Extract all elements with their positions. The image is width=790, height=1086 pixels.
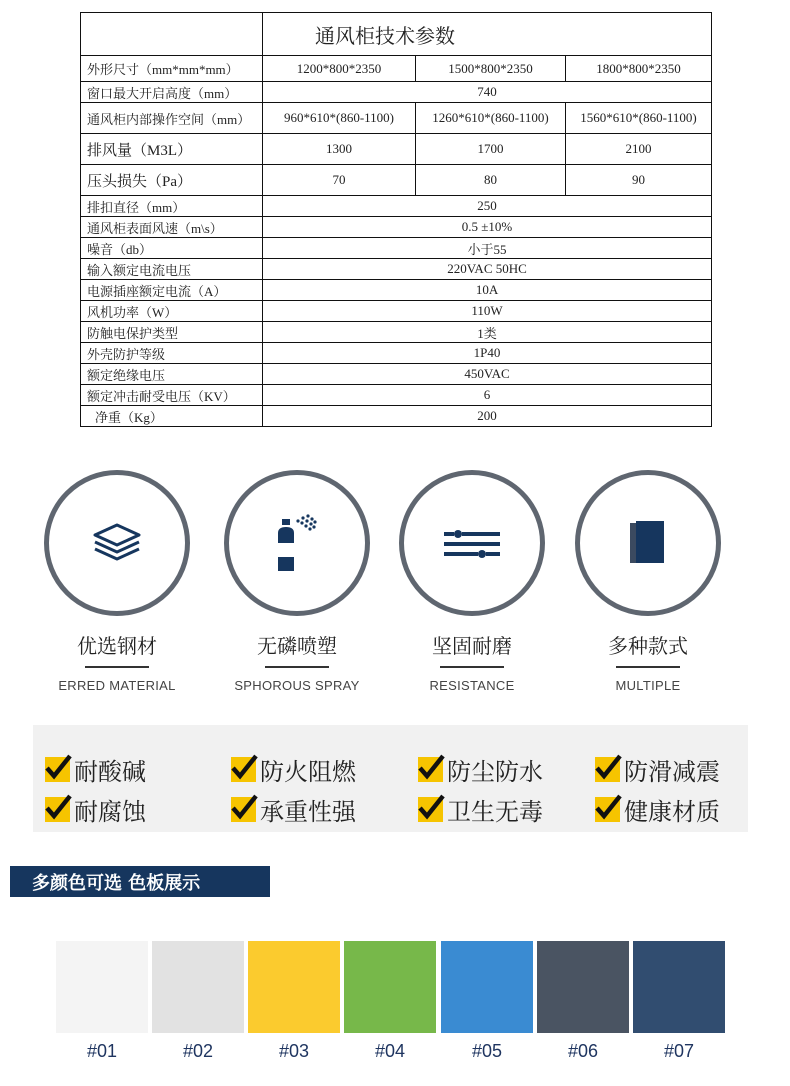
spec-value: 1200*800*2350 xyxy=(263,56,416,82)
check-icon xyxy=(231,797,256,822)
spec-value: 220VAC 50HC xyxy=(263,259,712,280)
property-item xyxy=(418,752,543,787)
property-item xyxy=(231,752,356,787)
swatch-item xyxy=(537,941,629,1062)
table-row xyxy=(81,343,712,364)
swatch-code: #06 xyxy=(567,1041,599,1061)
spec-label: 通风柜内部操作空间（mm） xyxy=(81,103,263,134)
property-label: 耐腐蚀 xyxy=(74,798,146,826)
swatch-item xyxy=(248,941,340,1062)
check-icon xyxy=(595,757,620,782)
swatch-item xyxy=(633,941,725,1062)
spec-value: 1类 xyxy=(263,322,712,343)
swatch-tile xyxy=(633,941,725,1033)
property-label: 防火阻燃 xyxy=(260,758,356,786)
spec-value: 1P40 xyxy=(263,343,712,364)
swatch-code: #05 xyxy=(471,1041,503,1061)
table-row xyxy=(81,165,712,196)
swatch-tile xyxy=(152,941,244,1033)
spec-label: 排风量（M3L） xyxy=(81,134,263,165)
check-icon xyxy=(45,757,70,782)
spec-value: 740 xyxy=(263,82,712,103)
swatch-tile xyxy=(344,941,436,1033)
swatch-item xyxy=(152,941,244,1062)
spec-title: 通风柜技术参数 xyxy=(263,13,712,56)
property-label: 防滑减震 xyxy=(624,758,720,786)
table-row xyxy=(81,280,712,301)
swatch-tile xyxy=(248,941,340,1033)
table-row xyxy=(81,217,712,238)
swatch-item xyxy=(441,941,533,1062)
feature-divider xyxy=(440,666,504,668)
property-label: 耐酸碱 xyxy=(74,758,146,786)
table-row xyxy=(81,238,712,259)
spec-label: 压头损失（Pa） xyxy=(81,165,263,196)
spec-label: 风机功率（W） xyxy=(81,301,263,322)
feature-subtitle: ERRED MATERIAL xyxy=(58,678,176,693)
spec-label: 额定绝缘电压 xyxy=(81,364,263,385)
check-icon xyxy=(418,797,443,822)
table-row xyxy=(81,56,712,82)
feature-title: 多种款式 xyxy=(608,634,688,658)
check-icon xyxy=(231,757,256,782)
table-row xyxy=(81,385,712,406)
spec-label: 外壳防护等级 xyxy=(81,343,263,364)
feature-circle xyxy=(44,470,190,616)
feature-divider xyxy=(616,666,680,668)
check-icon xyxy=(418,757,443,782)
spec-label: 电源插座额定电流（A） xyxy=(81,280,263,301)
spec-value: 200 xyxy=(263,406,712,427)
check-icon xyxy=(45,797,70,822)
table-row xyxy=(81,406,712,427)
spec-label: 防触电保护类型 xyxy=(81,322,263,343)
property-box xyxy=(33,725,748,832)
spec-value: 90 xyxy=(566,165,712,196)
feature-subtitle: RESISTANCE xyxy=(429,678,515,693)
feature-circle xyxy=(399,470,545,616)
property-item xyxy=(231,792,356,827)
cards-icon xyxy=(628,519,668,567)
property-item xyxy=(45,752,146,787)
swatch-code: #03 xyxy=(278,1041,310,1061)
feature-item xyxy=(392,470,552,693)
feature-title: 优选钢材 xyxy=(77,634,157,658)
feature-divider xyxy=(265,666,329,668)
spec-value: 6 xyxy=(263,385,712,406)
table-row xyxy=(81,301,712,322)
feature-title: 无磷喷塑 xyxy=(257,634,337,658)
spec-value: 1260*610*(860-1100) xyxy=(416,103,566,134)
swatch-tile xyxy=(441,941,533,1033)
spec-value: 1560*610*(860-1100) xyxy=(566,103,712,134)
spec-value: 250 xyxy=(263,196,712,217)
table-row xyxy=(81,322,712,343)
spec-value: 1300 xyxy=(263,134,416,165)
property-item xyxy=(45,792,146,827)
feature-title: 坚固耐磨 xyxy=(432,634,512,658)
feature-item xyxy=(37,470,197,693)
feature-subtitle: MULTIPLE xyxy=(615,678,681,693)
spec-label: 排扣直径（mm） xyxy=(81,196,263,217)
table-row xyxy=(81,364,712,385)
swatch-code: #04 xyxy=(374,1041,406,1061)
spec-value: 1700 xyxy=(416,134,566,165)
check-icon xyxy=(595,797,620,822)
spec-value: 1800*800*2350 xyxy=(566,56,712,82)
swatch-list xyxy=(56,941,726,1071)
table-row xyxy=(81,82,712,103)
spray-can-icon xyxy=(274,511,320,575)
spec-label: 通风柜表面风速（m\s） xyxy=(81,217,263,238)
swatch-code: #01 xyxy=(86,1041,118,1061)
table-row xyxy=(81,134,712,165)
spec-label: 外形尺寸（mm*mm*mm） xyxy=(81,56,263,82)
spec-value: 110W xyxy=(263,301,712,322)
swatch-tile xyxy=(56,941,148,1033)
property-item xyxy=(418,792,543,827)
spec-value: 2100 xyxy=(566,134,712,165)
property-item xyxy=(595,792,720,827)
spec-table xyxy=(80,12,712,427)
spec-value: 0.5 ±10% xyxy=(263,217,712,238)
property-label: 健康材质 xyxy=(624,798,720,826)
property-item xyxy=(595,752,720,787)
spec-value: 1500*800*2350 xyxy=(416,56,566,82)
feature-subtitle: SPHOROUS SPRAY xyxy=(234,678,360,693)
property-label: 防尘防水 xyxy=(447,758,543,786)
sliders-icon xyxy=(442,526,502,560)
spec-value: 450VAC xyxy=(263,364,712,385)
spec-corner-cell xyxy=(81,13,263,56)
spec-value: 小于55 xyxy=(263,238,712,259)
swatch-code: #07 xyxy=(663,1041,695,1061)
swatch-item xyxy=(344,941,436,1062)
table-row xyxy=(81,196,712,217)
spec-label: 输入额定电流电压 xyxy=(81,259,263,280)
swatch-item xyxy=(56,941,148,1062)
spec-title-row xyxy=(81,13,712,56)
feature-circle xyxy=(575,470,721,616)
swatch-code: #02 xyxy=(182,1041,214,1061)
property-label: 承重性强 xyxy=(260,798,356,826)
spec-label: 窗口最大开启高度（mm） xyxy=(81,82,263,103)
feature-circle xyxy=(224,470,370,616)
feature-list xyxy=(40,470,750,700)
spec-label: 额定冲击耐受电压（KV） xyxy=(81,385,263,406)
property-label: 卫生无毒 xyxy=(447,798,543,826)
spec-label: 净重（Kg） xyxy=(81,406,263,427)
color-banner: 多颜色可选 色板展示 xyxy=(10,866,270,897)
layers-icon xyxy=(89,521,145,565)
spec-value: 80 xyxy=(416,165,566,196)
swatch-tile xyxy=(537,941,629,1033)
spec-label: 噪音（db） xyxy=(81,238,263,259)
spec-value: 10A xyxy=(263,280,712,301)
feature-divider xyxy=(85,666,149,668)
feature-item xyxy=(217,470,377,693)
feature-item xyxy=(568,470,728,693)
table-row xyxy=(81,259,712,280)
spec-value: 960*610*(860-1100) xyxy=(263,103,416,134)
table-row xyxy=(81,103,712,134)
spec-value: 70 xyxy=(263,165,416,196)
